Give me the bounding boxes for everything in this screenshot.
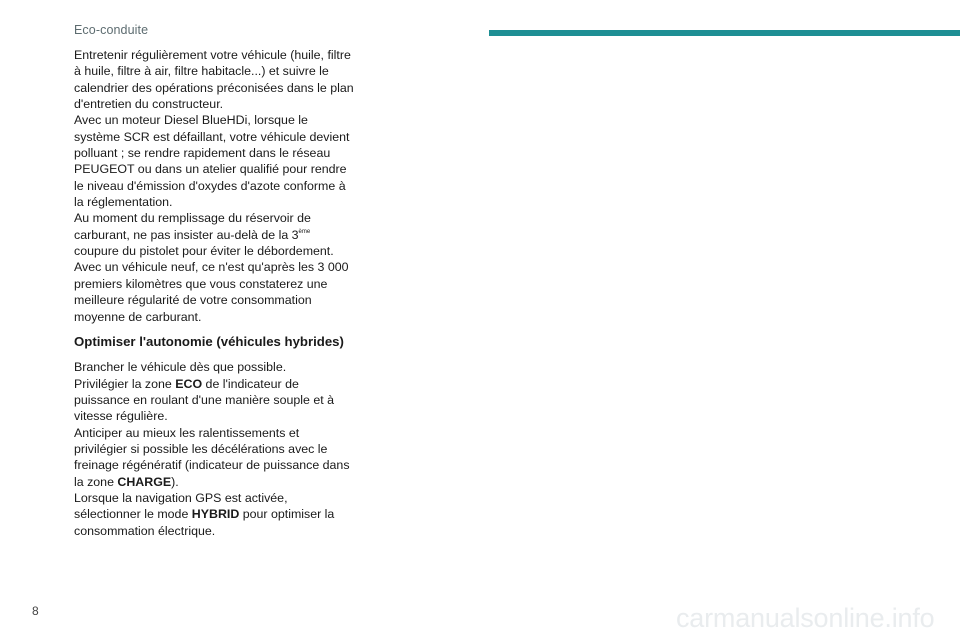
- charge-keyword: CHARGE: [117, 474, 172, 489]
- header-accent-bar: [489, 30, 960, 36]
- refuel-text-a: Au moment du remplissage du réservoir de carburant, ne pas insister au-delà de la 3: [74, 211, 311, 242]
- paragraph-plug-in: Brancher le véhicule dès que possible.: [74, 360, 287, 375]
- paragraph-eco-zone: [74, 376, 354, 425]
- paragraph-bluehdi: Avec un moteur Diesel BlueHDi, lorsque le système SCR est défaillant, votre véhicule devient polluant ; se rendre rapidement dans le réseau PEUGEOT ou dans un atelier qualifié pour rendre le niveau d'émission d'oxydes d'azote conforme à la réglementation.: [74, 113, 350, 210]
- eco-text-a: Privilégier la zone: [74, 376, 176, 391]
- regen-text-a: Anticiper au mieux les ralentissements et privilégier si possible les décélérations avec le freinage régénératif (indicateur de puissance dans la zone: [74, 425, 350, 489]
- paragraph-refuel: [74, 210, 354, 259]
- paragraph-regen-braking: [74, 425, 354, 490]
- eco-keyword: ECO: [175, 376, 203, 391]
- paragraph-gps-hybrid: [74, 490, 354, 539]
- gps-text-a: Lorsque la navigation GPS est activée, sélectionner le mode: [74, 491, 288, 522]
- watermark: carmanualsonline.info: [676, 603, 935, 633]
- text-column: [74, 47, 354, 539]
- hybrid-keyword: HYBRID: [191, 507, 240, 522]
- paragraph-maintenance: Entretenir régulièrement votre véhicule (huile, filtre à huile, filtre à air, filtre habitacle...) et suivre le calendrier des opérations préconisées dans le plan d'entretien du constructeur.: [74, 48, 354, 112]
- section-header: Eco-conduite: [74, 23, 149, 37]
- eco-text-b: de l'indicateur de puissance en roulant d'une manière souple et à vitesse régulière.: [74, 376, 334, 424]
- gps-text-b: pour optimiser la consommation électrique.: [74, 507, 335, 538]
- page-number: 8: [32, 604, 39, 618]
- paragraph-new-vehicle: Avec un véhicule neuf, ce n'est qu'après les 3 000 premiers kilomètres que vous constaterez une meilleure régularité de votre consommation moyenne de carburant.: [74, 260, 349, 324]
- section-title-hybrid: Optimiser l'autonomie (véhicules hybrides): [74, 333, 344, 349]
- superscript-eme: ème: [298, 228, 311, 235]
- regen-text-b: ).: [171, 474, 179, 489]
- refuel-text-b: coupure du pistolet pour éviter le débordement.: [74, 244, 334, 259]
